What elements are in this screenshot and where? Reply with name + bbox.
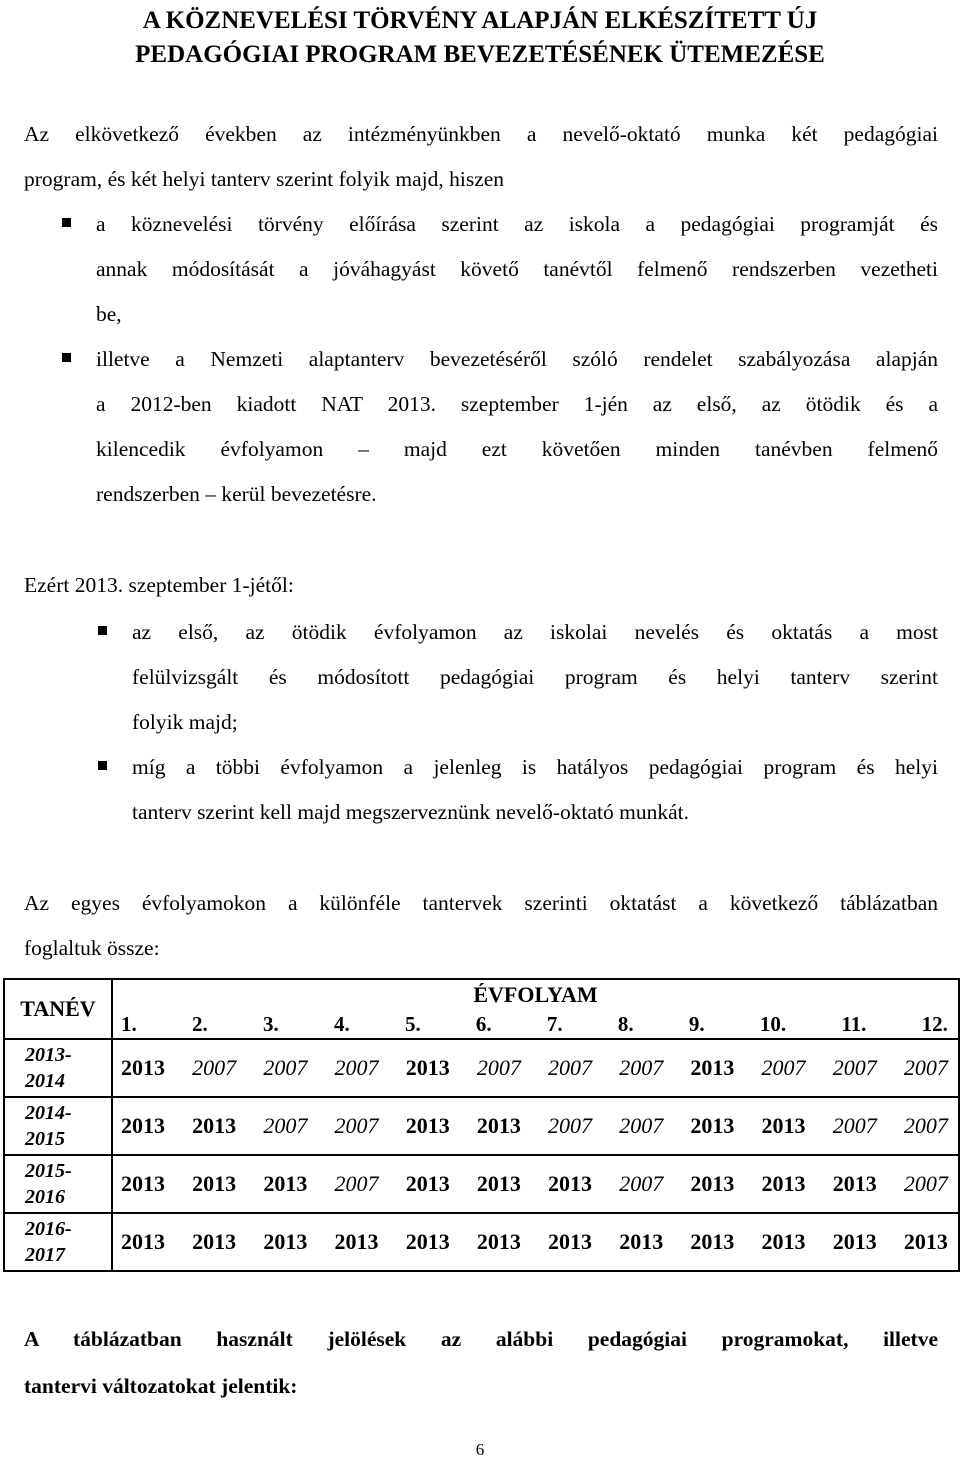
- values-cell: [112, 1039, 959, 1097]
- curriculum-value: 2013: [832, 1229, 877, 1254]
- year-start: 2015-: [25, 1160, 72, 1182]
- intro-paragraph: [24, 112, 938, 202]
- values-container: [113, 1214, 958, 1270]
- square-bullet-icon: [98, 761, 107, 770]
- curriculum-value: 2007: [619, 1055, 664, 1080]
- list-item-line: míg a többi évfolyamon a jelenleg is hatályos pedagógiai program és helyi: [132, 755, 938, 779]
- curriculum-value: 2013: [476, 1113, 521, 1138]
- grade-header: 12.: [921, 1011, 948, 1036]
- grade-header: 2.: [191, 1011, 208, 1036]
- list-item-line: illetve a Nemzeti alaptanterv bevezetéséről szóló rendelet szabályozása alapján: [96, 347, 938, 371]
- year-start: 2014-: [25, 1102, 72, 1124]
- list-item: [132, 610, 938, 745]
- list-item-line: az első, az ötödik évfolyamon az iskolai nevelés és oktatás a most: [132, 620, 938, 644]
- curriculum-value: 2007: [619, 1171, 664, 1196]
- curriculum-value: 2007: [334, 1171, 379, 1196]
- page-number: 6: [475, 1440, 485, 1459]
- list-item: [132, 745, 938, 835]
- table-row: [4, 1155, 959, 1213]
- table-intro: [24, 881, 938, 971]
- grade-header: 10.: [759, 1011, 787, 1036]
- intro-line-1: Az elkövetkező években az intézményünkben a nevelő-oktató munka két pedagógiai: [24, 122, 938, 146]
- curriculum-value: 2007: [903, 1055, 948, 1080]
- table-row: [4, 1213, 959, 1271]
- table-row: [4, 1097, 959, 1155]
- square-bullet-icon: [62, 218, 71, 227]
- curriculum-value: 2007: [334, 1055, 379, 1080]
- curriculum-value: 2013: [690, 1113, 735, 1138]
- curriculum-value: 2007: [832, 1113, 877, 1138]
- square-bullet-icon: [62, 353, 71, 362]
- year-start: 2016-: [25, 1218, 72, 1240]
- page-title: [0, 4, 960, 72]
- curriculum-value: 2013: [192, 1171, 237, 1196]
- list-item-line: a 2012-ben kiadott NAT 2013. szeptember 1-jén az első, az ötödik és a: [96, 392, 938, 416]
- curriculum-value: 2013: [832, 1171, 877, 1196]
- list-item-line: rendszerben – kerül bevezetésre.: [96, 482, 377, 506]
- list-item-line: tanterv szerint kell majd megszerveznünk nevelő-oktató munkát.: [132, 800, 690, 824]
- values-cell: [112, 1213, 959, 1271]
- list-item-line: a köznevelési törvény előírása szerint az iskola a pedagógiai programját és: [96, 212, 938, 236]
- curriculum-value: 2007: [761, 1055, 806, 1080]
- list-item-line: annak módosítását a jóváhagyást követő tanévtől felmenő rendszerben vezetheti: [96, 257, 938, 281]
- grade-header: 1.: [121, 1011, 137, 1036]
- values-cell: [112, 1097, 959, 1155]
- table-intro-line-1: Az egyes évfolyamokon a különféle tantervek szerinti oktatást a következő táblázatban: [24, 891, 938, 915]
- title-line-2: PEDAGÓGIAI PROGRAM BEVEZETÉSÉNEK ÜTEMEZÉSE: [135, 41, 825, 68]
- curriculum-value: 2007: [619, 1113, 664, 1138]
- list-item-line: felülvizsgált és módosított pedagógiai program és helyi tanterv szerint: [132, 665, 938, 689]
- curriculum-value: 2007: [832, 1055, 877, 1080]
- curriculum-value: 2013: [405, 1113, 450, 1138]
- curriculum-value: 2013: [761, 1113, 806, 1138]
- year-end: 2014: [25, 1070, 65, 1092]
- curriculum-value: 2007: [334, 1113, 379, 1138]
- curriculum-value: 2013: [263, 1171, 308, 1196]
- curriculum-value: 2013: [690, 1229, 735, 1254]
- bullet-list-2: [132, 610, 938, 835]
- year-cell: [4, 1097, 112, 1155]
- grade-header: 9.: [688, 1011, 705, 1036]
- curriculum-value: 2013: [903, 1229, 948, 1254]
- year-cell: [4, 1213, 112, 1271]
- values-container: [113, 1040, 958, 1096]
- curriculum-value: 2007: [263, 1055, 308, 1080]
- year-cell: [4, 1155, 112, 1213]
- curriculum-value: 2013: [121, 1113, 165, 1138]
- curriculum-value: 2013: [690, 1055, 735, 1080]
- values-cell: [112, 1155, 959, 1213]
- list-item: [96, 337, 938, 517]
- grade-header: 3.: [262, 1011, 279, 1036]
- curriculum-value: 2013: [619, 1229, 664, 1254]
- tanev-header: TANÉV: [4, 979, 112, 1039]
- schedule-table: [3, 978, 960, 1272]
- grade-header: 7.: [546, 1011, 563, 1036]
- curriculum-value: 2013: [761, 1229, 806, 1254]
- curriculum-value: 2007: [476, 1055, 521, 1080]
- curriculum-value: 2013: [192, 1229, 237, 1254]
- curriculum-value: 2013: [405, 1229, 450, 1254]
- table-body: [4, 1039, 959, 1271]
- therefore-line: Ezért 2013. szeptember 1-jétől:: [24, 573, 294, 597]
- table-intro-line-2: foglaltuk össze:: [24, 936, 160, 960]
- list-item-line: kilencedik évfolyamon – majd ezt követően minden tanévben felmenő: [96, 437, 938, 461]
- year-cell: [4, 1039, 112, 1097]
- grade-header: 8.: [617, 1011, 634, 1036]
- curriculum-value: 2007: [548, 1055, 593, 1080]
- grades-container: [113, 1010, 958, 1038]
- grades-cell: [112, 1010, 959, 1039]
- grade-header: 11.: [841, 1011, 867, 1036]
- curriculum-value: 2007: [903, 1113, 948, 1138]
- year-end: 2016: [25, 1186, 65, 1208]
- evfolyam-header: ÉVFOLYAM: [112, 979, 959, 1010]
- table-row: [4, 1039, 959, 1097]
- curriculum-value: 2013: [405, 1171, 450, 1196]
- curriculum-value: 2013: [476, 1171, 521, 1196]
- bullet-list-1: [96, 202, 938, 517]
- square-bullet-icon: [98, 626, 107, 635]
- year-end: 2017: [25, 1244, 65, 1266]
- footer-paragraph: [24, 1316, 938, 1410]
- curriculum-value: 2013: [476, 1229, 521, 1254]
- table-header-row: [4, 979, 959, 1010]
- curriculum-value: 2013: [690, 1171, 735, 1196]
- curriculum-value: 2013: [121, 1055, 165, 1080]
- grade-header: 5.: [404, 1011, 421, 1036]
- curriculum-value: 2013: [548, 1229, 593, 1254]
- year-end: 2015: [25, 1128, 65, 1150]
- curriculum-value: 2007: [192, 1055, 237, 1080]
- year-start: 2013-: [25, 1044, 72, 1066]
- grades-row: [4, 1010, 959, 1039]
- curriculum-value: 2007: [548, 1113, 593, 1138]
- values-container: [113, 1156, 958, 1212]
- curriculum-value: 2013: [761, 1171, 806, 1196]
- grade-header: 4.: [333, 1011, 350, 1036]
- list-item-line: be,: [96, 302, 122, 326]
- footer-line-2: tantervi változatokat jelentik:: [24, 1374, 298, 1398]
- values-container: [113, 1098, 958, 1154]
- curriculum-value: 2007: [263, 1113, 308, 1138]
- footer-line-1: A táblázatban használt jelölések az alábbi pedagógiai programokat, illetve: [24, 1327, 938, 1351]
- curriculum-value: 2013: [121, 1171, 165, 1196]
- list-item: [96, 202, 938, 337]
- curriculum-value: 2013: [548, 1171, 593, 1196]
- curriculum-value: 2007: [903, 1171, 948, 1196]
- curriculum-value: 2013: [121, 1229, 165, 1254]
- curriculum-value: 2013: [263, 1229, 308, 1254]
- intro-line-2: program, és két helyi tanterv szerint folyik majd, hiszen: [24, 167, 505, 191]
- curriculum-value: 2013: [192, 1113, 237, 1138]
- curriculum-value: 2013: [405, 1055, 450, 1080]
- title-line-1: A KÖZNEVELÉSI TÖRVÉNY ALAPJÁN ELKÉSZÍTETT ÚJ: [142, 7, 818, 34]
- curriculum-value: 2013: [334, 1229, 379, 1254]
- grade-header: 6.: [475, 1011, 492, 1036]
- list-item-line: folyik majd;: [132, 710, 238, 734]
